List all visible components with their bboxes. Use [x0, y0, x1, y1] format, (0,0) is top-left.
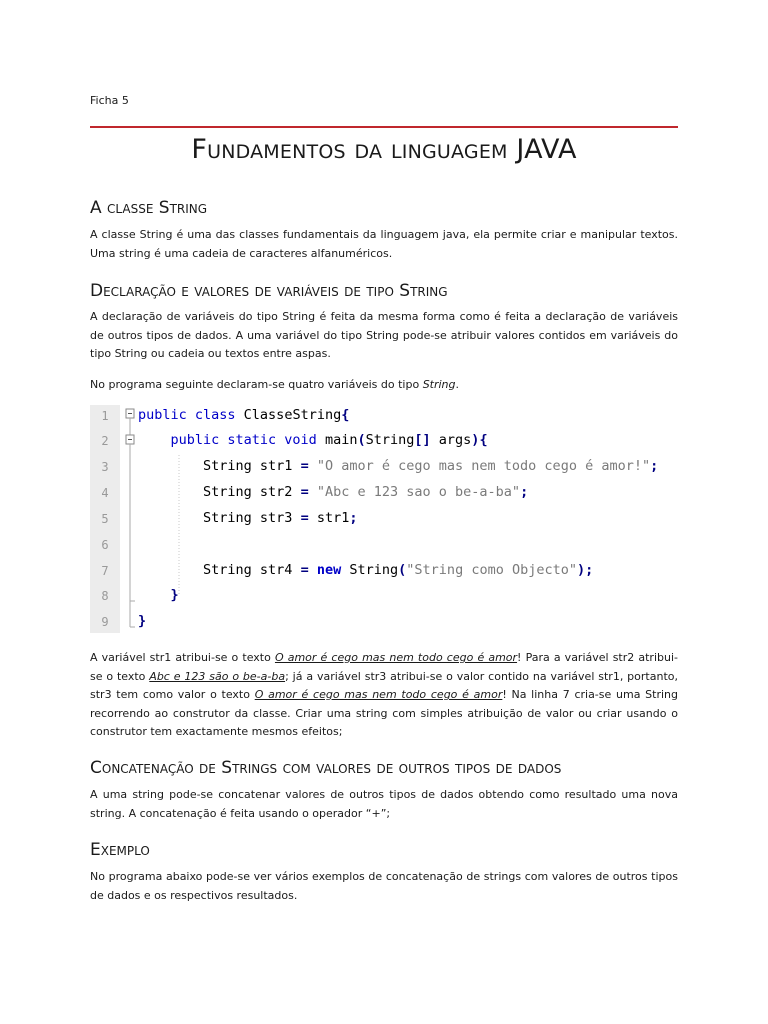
intro-end: . [455, 378, 460, 391]
line-number: 5 [101, 512, 109, 526]
code-line-5: String str3 = str1; [203, 510, 358, 526]
paragraph-program-intro [90, 376, 678, 395]
intro-text: No programa seguinte declaram-se quatro variáveis do tipo [90, 378, 423, 391]
paragraph-example: No programa abaixo pode-se ver vários exemplos de concatenação de strings com valores de outros tipos de dados e os respectivos resultados. [90, 870, 678, 902]
paragraph-string-class: A classe String é uma das classes fundamentais da linguagem java, ela permite criar e manipular textos. Uma string é uma cadeia de caracteres alfanuméricos. [90, 228, 678, 260]
section-heading-declaration: Declaração e valores de variáveis de tipo String [90, 281, 448, 301]
line-number: 7 [101, 564, 109, 578]
paragraph-concatenation: A uma string pode-se concatenar valores de outros tipos de dados obtendo como resultado uma nova string. A concatenação é feita usando o operador “+”; [90, 788, 678, 820]
line-number: 4 [101, 486, 109, 500]
line-number: 9 [101, 615, 109, 629]
section-heading-string-class: A classe String [90, 198, 208, 218]
code-line-8: } [170, 587, 179, 603]
underlined-text: O amor é cego mas nem todo cego é amor [274, 651, 518, 664]
code-line-9: } [138, 613, 147, 629]
line-number: 1 [101, 409, 109, 423]
section-heading-concatenation: Concatenação de Strings com valores de outros tipos de dados [90, 758, 562, 778]
code-line-1: public class ClasseString{ [138, 407, 350, 423]
code-line-4: String str2 = "Abc e 123 sao o be-a-ba"; [203, 484, 529, 500]
code-fold-markers [124, 405, 138, 633]
paragraph-code-explanation: A variável str1 atribui-se o texto O amor é cego mas nem todo cego é amor! Para a variável str2 atribui-se o texto Abc e 123 são o be-a-ba; já a variável str3 atribui-se o valor contido na variável str1, portanto, str3 tem como valor o texto O amor é cego mas nem todo cego é amor! Na linha 7 cria-se uma String recorrendo ao construtor da classe. Criar uma string com simples atribuição de valor ou criar usando o construtor tem exactamente mesmos efeitos; [90, 651, 678, 738]
line-number: 8 [101, 589, 109, 603]
page-title: Fundamentos da linguagem JAVA [191, 134, 577, 165]
header-label: Ficha 5 [90, 94, 129, 107]
section-heading-example: Exemplo [90, 840, 150, 860]
underlined-text: Abc e 123 são o be-a-ba [149, 669, 286, 683]
line-number: 2 [101, 434, 109, 448]
line-number: 6 [101, 538, 109, 552]
code-line-3: String str1 = "O amor é cego mas nem todo cego é amor!"; [203, 458, 659, 474]
header-rule [90, 126, 678, 128]
underlined-text: O amor é cego mas nem todo cego é amor [254, 688, 503, 701]
line-number-gutter [90, 405, 120, 633]
paragraph-declaration: A declaração de variáveis do tipo String é feita da mesma forma como é feita a declaração de variáveis de outros tipos de dados. A uma variável do tipo String pode-se atribuir valores contidos em variáveis do tipo String ou cadeia ou textos entre aspas. [90, 310, 678, 360]
code-listing [90, 405, 678, 633]
intro-italic: String [422, 378, 456, 391]
line-number: 3 [101, 460, 109, 474]
code-line-7: String str4 = new String("String como Objecto"); [203, 562, 594, 578]
code-line-2: public static void main(String[] args){ [170, 432, 488, 448]
